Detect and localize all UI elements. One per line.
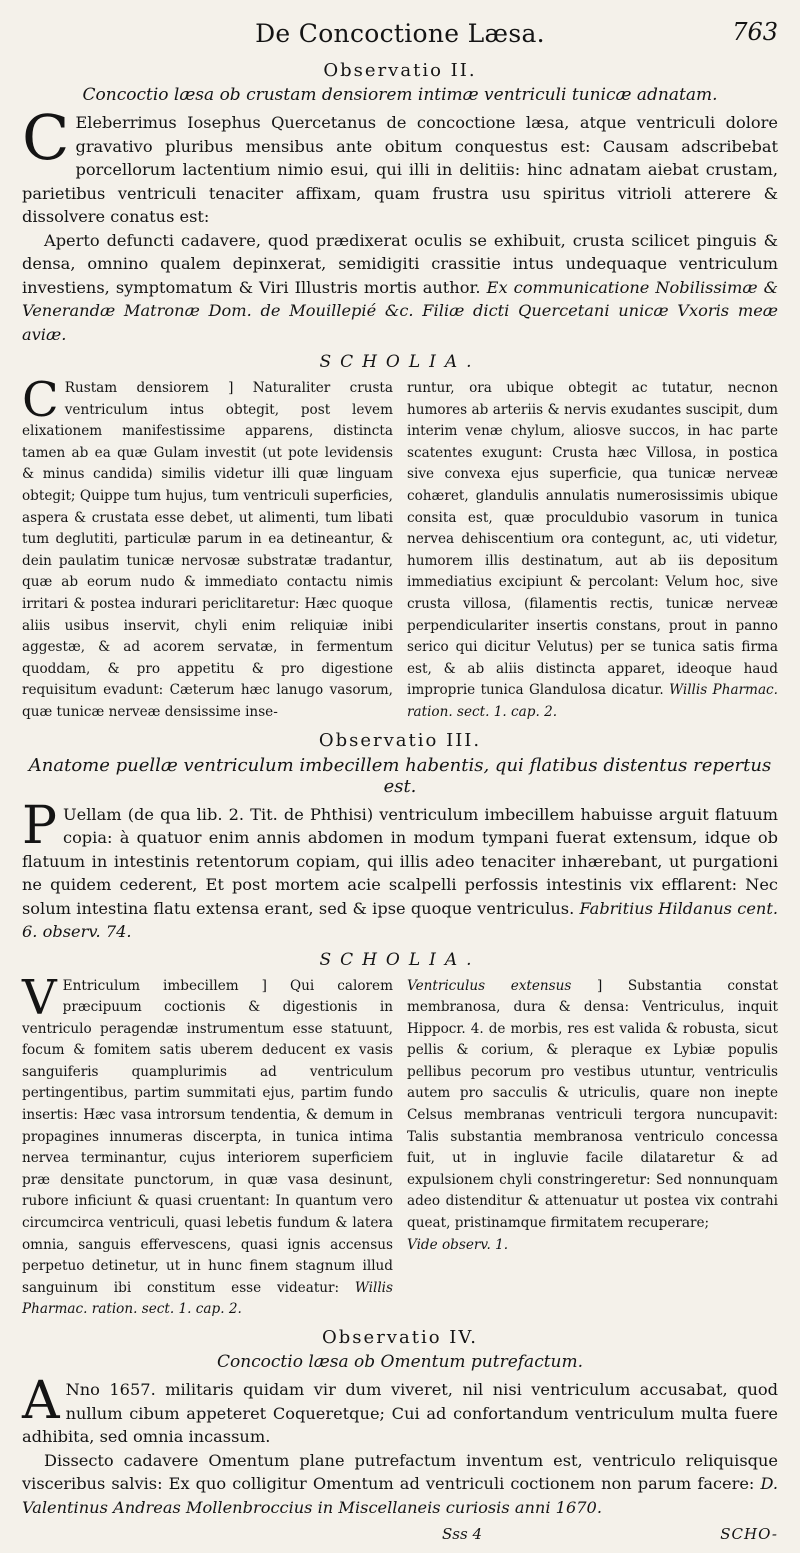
observation-3-title: Anatome puellæ ventriculum imbecillem habentis, qui flatibus distentus repertus est. (28, 754, 772, 797)
scholia-2-left-column (22, 969, 393, 1322)
scholia-2-right-reference: Vide observ. 1. (407, 1236, 509, 1253)
scholia-2-right-column (407, 976, 778, 1322)
dropcap: A (22, 1371, 60, 1431)
observation-2-paragraph-2 (22, 229, 778, 347)
scholia-1-left-paragraph (22, 372, 393, 724)
signature-mark: Sss 4 (442, 1525, 482, 1543)
catchword: SCHO- (720, 1525, 778, 1543)
page-number: 763 (732, 18, 778, 46)
observation-3-paragraph (22, 795, 778, 944)
observation-2-heading: Observatio II. (323, 60, 477, 81)
scholia-1-left-column (22, 372, 393, 724)
observation-4-text-2: Dissecto cadavere Omentum plane putrefactum inventum est, ventriculo reliquisque visceribus salvis: Ex quo colligitur Omentum ad ventriculi coctionem non parum facere: (22, 1450, 778, 1493)
dropcap: V (22, 969, 57, 1026)
scholia-1-heading: SCHOLIA. (319, 352, 481, 372)
scholia-2-lemma: Ventriculus extensus (407, 977, 572, 994)
observation-2-text-1: Eleberrimus Iosephus Quercetanus de concoctione læsa, atque ventriculi dolore gravativo pluribus mensibus ante obitum conquestus est: Causam adscribebat porcellorum lactentium nimio esui, qui illi in delitiis: hinc adnatam aiebat crustam, parietibus ventriculi tenaciter affixam, quam frustra usu spiritus vitrioli atterere & dissolvere conatus est: (22, 113, 778, 226)
scholia-1-left-text: Rustam densiorem ] Naturaliter crusta ventriculum intus obtegit, post levem elixationem manifestissime apparens, distincta tamen ab ea quæ Gulam investit (ut pote levidensis & minus candida) similis videtur illi quæ linguam obtegit; Quippe tum hujus, tum ventriculi superficies, aspera & crustata esse debet, ut alimenti, tum libati tum deglutiti, particulæ parum in ea detineantur, & dein paulatim tunicæ nervosæ substratæ tradantur, quæ ab eorum nudo & immediato contactu nimis irritari & postea indurari periclitaretur: Hæc quoque aliis usibus inservit, chyli enim reliquiæ inibi aggestæ, & ad acorem servatæ, in fermentum quoddam, & pro appetitu & pro digestione requisitum evadunt: Cæterum hæc lanugo vasorum, quæ tunicæ nerveæ densissime inse- (22, 380, 393, 720)
scholia-2-left-reference: Willis Pharmac. ration. sect. 1. cap. 2. (22, 1279, 393, 1318)
page (22, 14, 778, 1543)
observation-4-paragraph-1 (22, 1371, 778, 1449)
scholia-2-right-reference-line (407, 1235, 778, 1257)
scholia-2-left-paragraph (22, 969, 393, 1322)
dropcap: P (22, 795, 57, 856)
scholia-2-left-text: Entriculum imbecillem ] Qui calorem præcipuum coctionis & digestionis in ventriculo peragendæ instrumentum esse statuunt, focum & fomitem satis uberem deducent ex vasis sanguiferis quamplurimis ad ventriculum pertingentibus, partim summitati ejus, partim fundo insertis: Hæc vasa introrsum tendentia, & demum in propagines innumeras discerpta, in tunica intima nervea terminantur, cujus interiorem superficiem præ densitate punctorum, in quæ vasa desinunt, rubore inficiunt & quasi cruentant: In quantum vero circumcirca ventriculi, quasi lebetis fundum & latera omnia, sanguis effervescens, quasi ignis accensus perpetuo detinetur, ut in hunc finem stagnum illud sanguinum ibi constitum esse videatur: (22, 977, 393, 1296)
observation-3-text: Uellam (de qua lib. 2. Tit. de Phthisi) ventriculum imbecillem habuisse arguit flatuum copia: à quatuor enim annis abdomen in modum tympani fuerat extensum, idque ob flatuum in intestinis retentorum copiam, qui illis adeo tenaciter inhærebant, ut purgationi ne quidem cederent, Et post mortem acie scalpelli perfossis intestinis vix efflarent: Nec solum intestina flatu extensa erant, sed & ipse quoque ventriculus. (22, 804, 778, 918)
page-footer (22, 1525, 778, 1553)
observation-4-heading: Observatio IV. (322, 1327, 478, 1348)
running-head (22, 14, 778, 54)
observation-4-title: Concoctio læsa ob Omentum putrefactum. (216, 1352, 584, 1372)
running-title: De Concoctione Læsa. (255, 19, 545, 48)
scholia-1-right-paragraph (407, 378, 778, 724)
scholia-1-columns (22, 372, 778, 724)
scholia-1-right-text: runtur, ora ubique obtegit ac tutatur, necnon humores ab arteriis & nervis exudantes suscipit, dum interim venæ chylum, aliosve succos, in hac parte scatentes exugunt: Crusta hæc Villosa, in postica sive convexa ejus superficie, qua tunicæ nerveæ cohæret, glandulis annulatis numerosissimis ubique consita est, quæ proculdubio vasorum in tunica nervea dehiscentium ora contegunt, ac, uti videtur, humorem illis destinatum, aut ab iis depositum immediatius excipiunt & percolant: Velum hoc, sive crusta villosa, (filamentis rectis, tunicæ nerveæ perpendiculariter insertis constans, prout in panno serico qui dicitur Velutus) per se tunica satis firma est, & ab aliis distincta apparet, ideoque haud improprie tunica Glandulosa dicatur. (407, 380, 778, 699)
dropcap: C (22, 101, 70, 174)
scholia-2-heading: SCHOLIA. (319, 949, 481, 970)
observation-2-paragraph-1 (22, 101, 778, 229)
observation-4-paragraph-2 (22, 1449, 778, 1520)
observation-2-text-2: Aperto defuncti cadavere, quod prædixerat oculis se exhibuit, crusta scilicet pinguis & densa, omnino qualem depinxerat, semidigiti crassitie intus undequaque ventriculum investiens, symptomatum & Viri Illustris mortis author. (22, 230, 778, 297)
observation-4-text-1: Nno 1657. militaris quidam vir dum viveret, nil nisi ventriculum accusabat, quod nullum cibum appeteret Coqueretque; Cui ad confortandum ventriculum multa fuere adhibita, sed omnia incassum. (22, 1380, 778, 1446)
scholia-2-columns (22, 969, 778, 1322)
scholia-1-right-column (407, 378, 778, 724)
observation-3-reference: Fabritius Hildanus cent. 6. observ. 74. (22, 898, 778, 941)
scholia-2-right-paragraph (407, 976, 778, 1235)
observation-3-heading: Observatio III. (318, 729, 482, 751)
observation-4-reference: D. Valentinus Andreas Mollenbroccius in Miscellaneis curiosis anni 1670. (22, 1474, 778, 1517)
observation-2-title: Concoctio læsa ob crustam densiorem intimæ ventriculi tunicæ adnatam. (82, 85, 718, 105)
dropcap: C (22, 372, 59, 428)
scholia-1-reference: Willis Pharmac. ration. sect. 1. cap. 2. (407, 682, 778, 720)
scholia-2-right-text: ] Substantia constat membranosa, dura & densa: Ventriculus, inquit Hippocr. 4. de morbis, res est valida & robusta, sicut pellis & corium, & pleraque ex Lybiæ populis pellibus pecorum pro vestibus utuntur, ventriculis autem pro sacculis & utriculis, quare non inepte Celsus membranas ventriculi tergora nuncupavit: Talis substantia membranosa ventriculo concessa fuit, ut in ingluvie facile dilataretur & ad expulsionem chyli constringeretur: Sed nonnunquam adeo distenditur & attenuatur ut postea vix contrahi queat, pristinamque firmitatem recuperare; (407, 977, 778, 1232)
observation-2-reference: Ex communicatione Nobilissimæ & Venerandæ Matronæ Dom. de Mouillepié &c. Filiæ dicti Quercetani unicæ Vxoris meæ aviæ. (22, 277, 778, 344)
